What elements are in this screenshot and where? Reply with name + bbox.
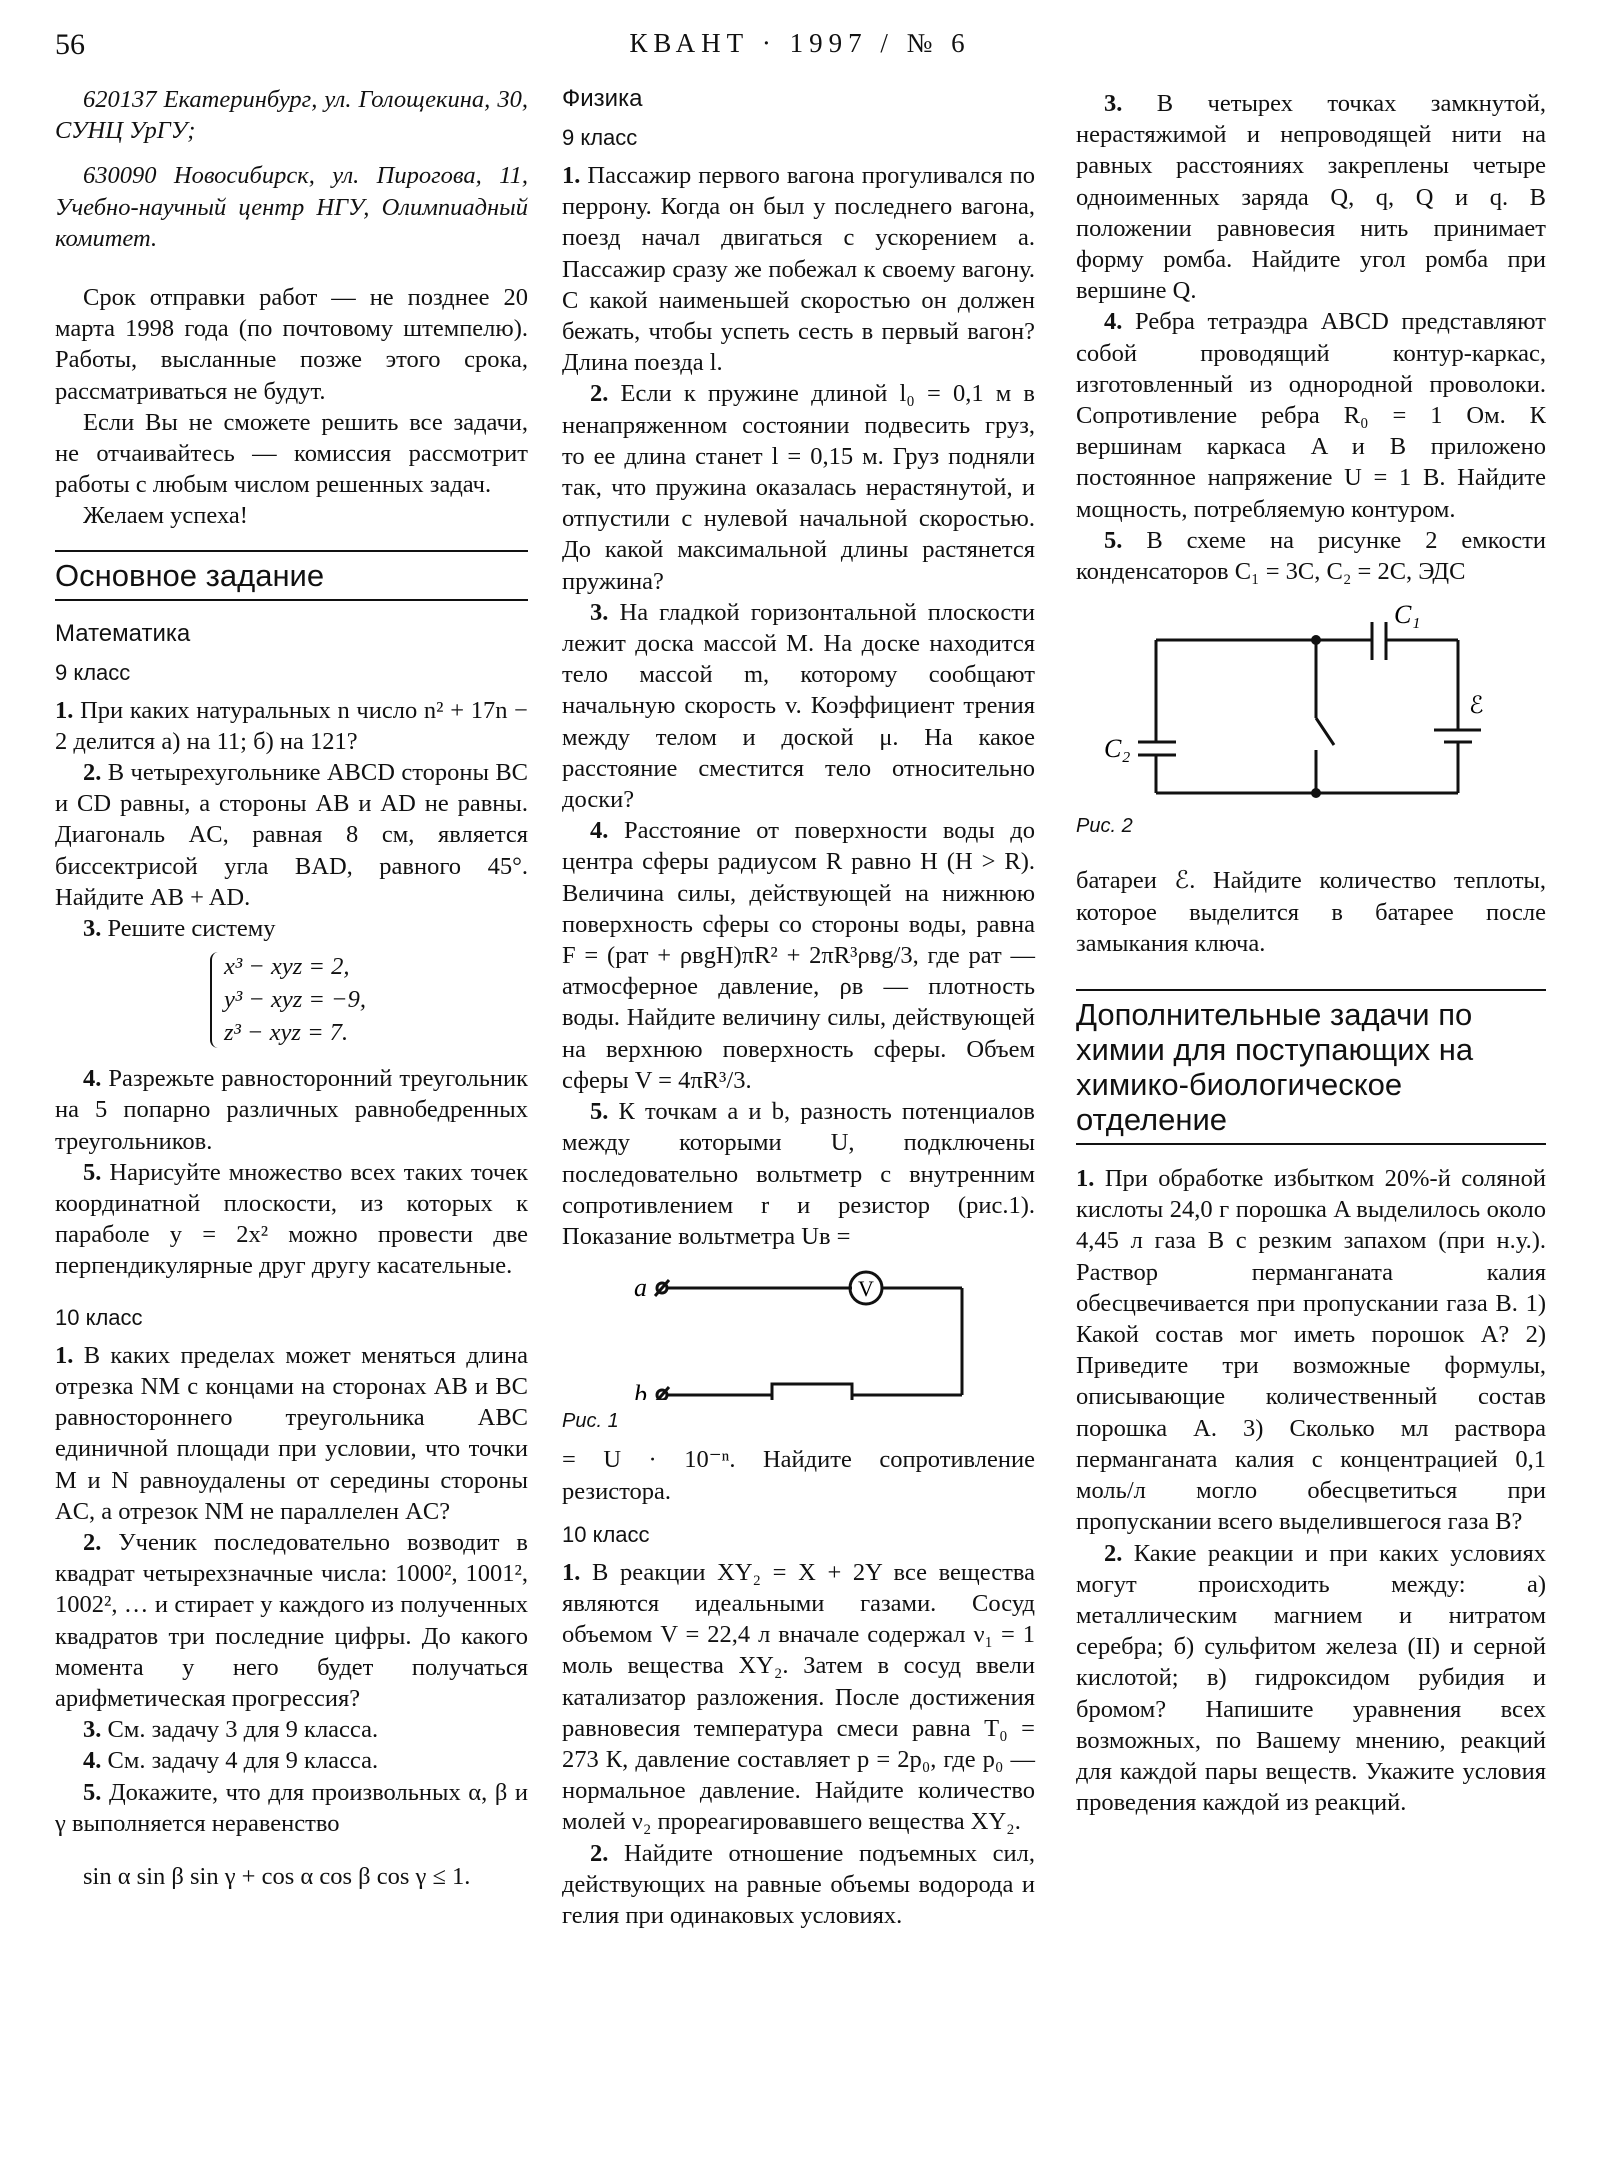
section-title-chemistry: Дополнительные задачи по химии для поступающих на химико-биологическое отделение [1076,989,1546,1145]
terminal-b-label: b [634,1380,647,1401]
voltmeter-label: V [858,1276,874,1302]
math9-problem-4: 4. Разрежьте равносторонний треугольник на 5 попарно различных равнобедренных треугольников. [55,1065,528,1155]
terminal-a-label: a [634,1273,647,1303]
wish-paragraph: Желаем успеха! [83,502,248,530]
phys9-problem-3-right: 3. В четырех точках замкнутой, нерастяжимой и непроводящей нити на равных расстояниях закреплены четыре одноименных заряда Q, q, Q и q. В положении равновесия нить принимает форму ромба. Найдите угол ромба при вершине Q. [1076,90,1546,305]
address-novosibirsk: 630090 Новосибирск, ул. Пирогова, 11, Учебно-научный центр НГУ, Олимпиадный комитет. [55,162,528,252]
math9-problem-5: 5. Нарисуйте множество всех таких точек координатной плоскости, из которых к параболе y = 2x² можно провести две перпендикулярные друг другу касательные. [55,1158,529,1280]
battery-emf-label: ℰ [1469,693,1484,720]
subject-physics: Физика [562,85,643,112]
circuit-diagram-2 [1076,595,1546,805]
figure-1-caption: Рис. 1 [562,1410,619,1433]
phys9-problem-5: 5. К точкам a и b, разность потенциалов между которыми U, подключены последовательно вольтметр с внутренним сопротивлением r и резистор (рис.1). Показание вольтметра Uв = [562,1098,1035,1250]
grade-9-math: 9 класс [55,659,131,685]
math9-problem-3: 3. Решите систему [83,915,276,943]
math9-problem-1: 1. При каких натуральных n число n² + 17n − 2 делится а) на 11; б) на 121? [55,696,528,755]
phys9-problem-4-right: 4. Ребра тетраэдра ABCD представляют собой проводящий контур-каркас, изготовленный из однородной проволоки. Сопротивление ребра R₀ = 1 Ом. К вершинам каркаса A и B приложено постоянное напряжение U = 1 В. Найдите мощность, потребляемую контуром. [1076,308,1546,523]
capacitor-c2-label: C₂ [1104,734,1131,764]
phys10-problem-2: 2. Найдите отношение подъемных сил, действующих на равные объемы водорода и гелия при одинаковых условиях. [562,1839,1035,1929]
phys9-problem-2: 2. Если к пружине длиной l₀ = 0,1 м в ненапряженном состоянии подвесить груз, то ее длина станет l = 0,15 м. Груз подняли так, что пружина оказалась нерастянутой, и отпустили с нулевой начальной скоростью. До какой максимальной длины растянется пружина? [562,380,1035,595]
inequality: sin α sin β sin γ + cos α cos β cos γ ≤ 1. [83,1862,471,1890]
subject-math: Математика [55,619,191,647]
phys9-problem-5-right: 5. В схеме на рисунке 2 емкости конденсаторов C₁ = 3C, C₂ = 2C, ЭДС [1076,526,1546,586]
deadline-paragraph: Срок отправки работ — не позднее 20 марта 1998 года (по почтовому штемпелю). Работы, высланные позже этого срока, рассматриваться не будут. [55,284,528,405]
brace-icon [210,952,222,1048]
math10-problem-1: 1. В каких пределах может меняться длина отрезка NM с концами на сторонах AB и BC равностороннего треугольника ABC единичной площади при условии, что точки M и N равноудалены от середины стороны AC, а отрезок NM не параллелен AC? [55,1341,529,1525]
figure-2-caption: Рис. 2 [1076,815,1133,838]
page-number: 56 [55,28,85,61]
math9-problem-2: 2. В четырехугольнике ABCD стороны BC и CD равны, а стороны AB и AD не равны. Диагональ AC, равная 8 см, является биссектрисой угла BAD, равного 45°. Найдите AB + AD. [55,759,529,911]
math10-problem-4: 4. См. задачу 4 для 9 класса. [83,1747,379,1775]
chem-problem-1: 1. При обработке избытком 20%-й соляной кислоты 24,0 г порошка A выделилось около 4,45 л газа B с резким запахом (при н.у.). Раствор перманганата калия обесцвечивается при пропускании газа B. 1) Какой состав мог иметь порошок A? 2) Приведите три возможные формулы, описывающие количественный состав порошка A. 3) Сколько мл раствора перманганата калия с концентрацией 0,1 моль/л могло обесцветиться при пропускании всего выделившегося газа B? [1076,1165,1547,1536]
running-head: КВАНТ · 1997 / № 6 [629,28,971,58]
math10-problem-3: 3. См. задачу 3 для 9 класса. [83,1716,379,1744]
address-ekaterinburg: 620137 Екатеринбург, ул. Голощекина, 30, СУНЦ УрГУ; [55,86,528,145]
phys9-problem-5-continued-right: батареи ℰ. Найдите количество теплоты, которое выделится в батарее после замыкания ключа. [1076,867,1546,957]
grade-10-math: 10 класс [55,1304,143,1330]
phys9-problem-4: 4. Расстояние от поверхности воды до центра сферы радиусом R равно H (H > R). Величина силы, действующей на нижнюю поверхность сферы со стороны воды, равна F = (pат + ρвgH)πR² + 2πR³ρвg/3, где pат — атмосферное давление, ρв — плотность воды. Найдите величину силы, действующей на верхнюю поверхность сферы. Объем сферы V = 4πR³/3. [562,817,1036,1094]
chem-problem-2: 2. Какие реакции и при каких условиях могут происходить между: а) металлическим магнием и нитратом серебра; б) сульфитом железа (II) и серной кислотой; в) гидроксидом рубидия и бромом? Напишите уравнения всех возможных, по Вашему мнению, реакций для каждой пары веществ. Укажите условия проведения каждой из реакций. [1076,1539,1546,1817]
phys9-problem-3: 3. На гладкой горизонтальной плоскости лежит доска массой M. На доске находится тело массой m, которому сообщают начальную скорость v. Коэффициент трения между телом и доской μ. На какое расстояние сместится тело относительно доски? [562,598,1036,814]
phys9-problem-5-continued: = U · 10⁻ⁿ. Найдите сопротивление резистора. [562,1446,1035,1505]
math10-problem-2: 2. Ученик последовательно возводит в квадрат четырехзначные числа: 1000², 1001², 1002², … и стирает у каждого из полученных квадратов три последние цифры. До какого момента у него будет получаться арифметическая прогрессия? [55,1528,528,1712]
figure-1-circuit [562,1260,1035,1434]
circuit-diagram-1 [562,1260,1035,1400]
right-column [1076,88,1546,1818]
equation-system: x³ − xyz = 2, y³ − xyz = −9, z³ − xyz = 7. [210,950,528,1049]
grade-10-physics: 10 класс [562,1521,650,1547]
figure-2-circuit [1076,595,1546,839]
math10-problem-5: 5. Докажите, что для произвольных α, β и γ выполняется неравенство [55,1778,528,1837]
encourage-paragraph: Если Вы не сможете решить все задачи, не отчаивайтесь — комиссия рассмотрит работы с любым числом решенных задач. [55,408,528,499]
left-column [55,84,528,1892]
section-title-main: Основное задание [55,550,528,601]
grade-9-physics: 9 класс [562,125,638,150]
capacitor-c1-label: C₁ [1394,600,1421,630]
phys9-problem-1: 1. Пассажир первого вагона прогуливался по перрону. Когда он был у последнего вагона, поезд начал двигаться с ускорением a. Пассажир сразу же побежал к своему вагону. С какой наименьшей скоростью он должен бежать, чтобы успеть сесть в первый вагон? Длина поезда l. [562,162,1035,377]
phys10-problem-1: 1. В реакции XY₂ = X + 2Y все вещества являются идеальными газами. Сосуд объемом V = 22,4 л вначале содержал ν₁ = 1 моль вещества XY₂. Затем в сосуд ввели катализатор разложения. После достижения равновесия температура смеси равна T₀ = 273 К, давление составляет p = 2p₀, где p₀ — нормальное давление. Найдите количество молей ν₂ прореагировавшего вещества XY₂. [562,1558,1035,1836]
middle-column [562,84,1035,1931]
